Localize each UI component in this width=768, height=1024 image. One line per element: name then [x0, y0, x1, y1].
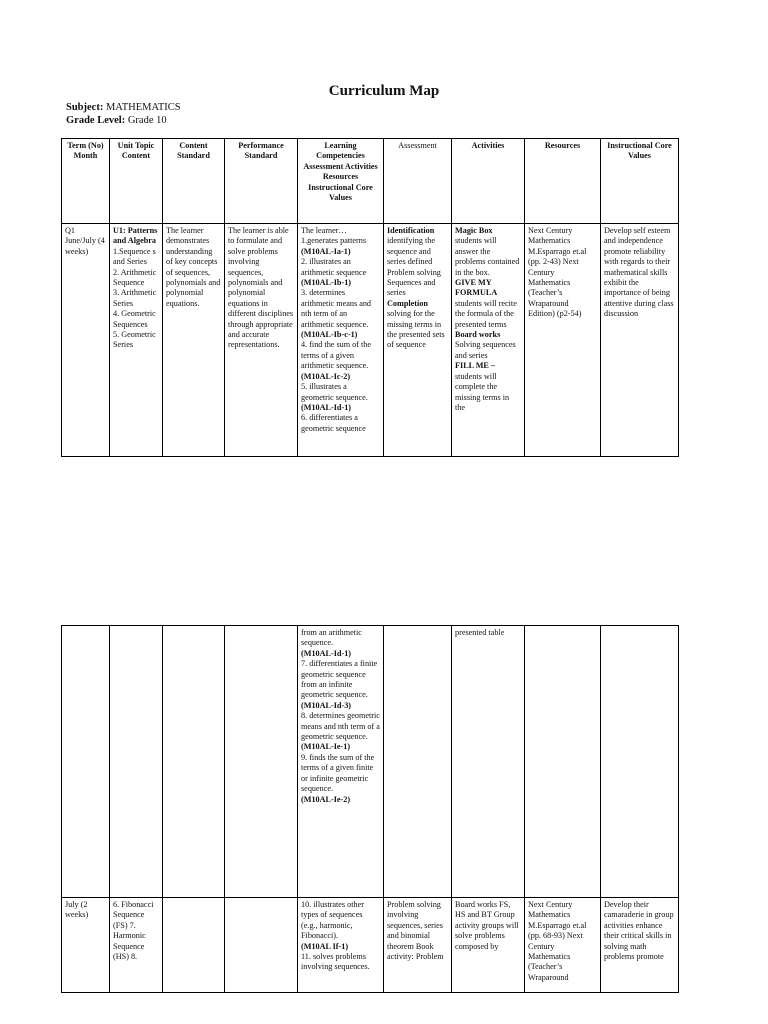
- cell-unit: [110, 626, 163, 898]
- header-learning-competencies: Learning Competencies Assessment Activities Resources Instructional Core Values: [298, 139, 384, 224]
- cell-content-standard: [163, 626, 225, 898]
- page-title: Curriculum Map: [328, 83, 440, 99]
- header-assessment: Assessment: [384, 139, 452, 224]
- text-line: The learner…: [301, 226, 347, 235]
- cell-performance-standard: [225, 898, 298, 993]
- cell-unit: [110, 224, 163, 457]
- code-label: (M10AL-Id-1): [301, 402, 352, 412]
- cell-resources: [525, 626, 601, 898]
- table-row: [62, 898, 679, 993]
- grade-label: Grade Level:: [66, 115, 126, 126]
- cell-unit: 6. Fibonacci Sequence (FS) 7. Harmonic Sequence (HS) 8.: [110, 898, 163, 993]
- cell-performance-standard: [225, 626, 298, 898]
- text-line: Solving sequences and series: [455, 340, 516, 360]
- code-label: Completion: [387, 298, 428, 308]
- header-performance-standard: Performance Standard: [225, 139, 298, 224]
- text-line: 10. illustrates other types of sequences (e.g., harmonic, Fibonacci).: [301, 900, 364, 941]
- cell-term: July (2 weeks): [62, 898, 110, 993]
- cell-resources: Next Century Mathematics M.Esparrago et.al (pp. 68-93) Next Century Mathematics (Teacher’s Wraparound: [525, 898, 601, 993]
- grade-line: [66, 114, 167, 127]
- text-line: identifying the sequence and series defined: [387, 236, 435, 267]
- cell-competencies: [298, 626, 384, 898]
- text-line: 7. differentiates a finite geometric sequence from an infinite geometric sequence.: [301, 659, 378, 700]
- code-label: (M10AL If-1): [301, 941, 349, 951]
- cell-assessment: Problem solving involving sequences, series and binomial theorem Book activity: Problem: [384, 898, 452, 993]
- cell-content-standard: [163, 898, 225, 993]
- table-row: [62, 626, 679, 898]
- cell-activities: Board works FS, HS and BT Group activity groups will solve problems composed by: [452, 898, 525, 993]
- unit-topic: 2. Arithmetic Sequence: [113, 267, 157, 288]
- cell-competencies: [298, 898, 384, 993]
- header-row: [62, 139, 679, 224]
- text-line: 3. determines arithmetic means and nth term of an arithmetic sequence.: [301, 288, 372, 329]
- cell-resources: Next Century Mathematics M.Esparrago et.al (pp. 2-43) Next Century Mathematics (Teacher’s Wraparound Edition) (p2-54): [525, 224, 601, 457]
- header-unit: Unit Topic Content: [110, 139, 163, 224]
- text-line: 9. finds the sum of the terms of a given finite or infinite geometric sequence.: [301, 752, 375, 794]
- code-label: FILL ME –: [455, 361, 496, 371]
- header-core-values: Instructional Core Values: [601, 139, 679, 224]
- code-label: (M10AL-Ib-c-1): [301, 330, 358, 340]
- code-label: (M10AL-Id-1): [301, 648, 352, 658]
- cell-core-values: Develop self esteem and independence promote reliability with regards to their mathematical skills exhibit the importance of being attentive during class discussion: [601, 224, 679, 457]
- cell-term: [62, 626, 110, 898]
- cell-assessment: [384, 224, 452, 457]
- cell-performance-standard: The learner is able to formulate and solve problems involving sequences, polynomials and polynomial equations in different disciplines through appropriate and accurate representations.: [225, 224, 298, 457]
- cell-activities: [452, 224, 525, 457]
- curriculum-table-page-1: [61, 138, 679, 457]
- curriculum-table-page-2: [61, 625, 679, 993]
- code-label: (M10AL-Ia-1): [301, 246, 351, 256]
- cell-assessment: [384, 626, 452, 898]
- cell-content-standard: The learner demonstrates understanding of key concepts of sequences, polynomials and polynomial equations.: [163, 224, 225, 457]
- code-label: Identification: [387, 226, 435, 235]
- cell-term: Q1 June/July (4 weeks): [62, 224, 110, 457]
- unit-topic: 3. Arithmetic Series: [113, 288, 157, 308]
- unit-title: U1: Patterns and Algebra: [113, 226, 158, 246]
- code-label: (M10AL-Ie-2): [301, 794, 351, 804]
- text-line: 4. find the sum of the terms of a given arithmetic sequence.: [301, 340, 372, 371]
- text-line: 2. illustrates an arithmetic sequence: [301, 257, 367, 277]
- unit-topics: [113, 247, 159, 351]
- unit-topic: 1.Sequence s and Series: [113, 246, 156, 267]
- code-label: (M10AL-Ic-2): [301, 371, 351, 381]
- header-term: Term (No) Month: [62, 139, 110, 224]
- code-label: (M10AL-Id-3): [301, 700, 352, 710]
- text-line: 1.generates patterns: [301, 236, 367, 246]
- header-activities: Activities: [452, 139, 525, 224]
- text-line: from an arithmetic sequence.: [301, 628, 362, 648]
- grade-value: Grade 10: [127, 115, 167, 126]
- text-line: 8. determines geometric means and nth term of a geometric sequence.: [301, 711, 380, 742]
- subject-value: MATHEMATICS: [105, 102, 181, 113]
- code-label: Board works: [455, 330, 501, 340]
- text-line: students will recite the formula of the presented terms: [455, 298, 517, 329]
- text-line: 11. solves problems involving sequences.: [301, 952, 370, 972]
- subject-label: Subject:: [66, 102, 104, 113]
- cell-core-values: [601, 626, 679, 898]
- cell-core-values: Develop their camaraderie in group activities enhance their critical skills in solving math problems promote: [601, 898, 679, 993]
- header-content-standard: Content Standard: [163, 139, 225, 224]
- text-line: students will answer the problems contained in the box.: [455, 236, 520, 277]
- text-line: students will complete the missing terms in the: [455, 371, 510, 412]
- code-label: (M10AL-Ib-1): [301, 278, 352, 288]
- code-label: (M10AL-Ie-1): [301, 742, 351, 752]
- table-row: [62, 224, 679, 457]
- code-label: GIVE MY FORMULA: [455, 278, 498, 298]
- cell-activities: presented table: [452, 626, 525, 898]
- unit-topic: 4. Geometric Sequences: [113, 309, 156, 329]
- text-line: Problem solving Sequences and series: [387, 267, 441, 298]
- header-resources: Resources: [525, 139, 601, 224]
- cell-competencies: [298, 224, 384, 457]
- code-label: Magic Box: [455, 226, 493, 235]
- text-line: 5. illustrates a geometric sequence.: [301, 382, 368, 402]
- unit-topic: 5. Geometric Series: [113, 330, 156, 350]
- text-line: solving for the missing terms in the presented sets of sequence: [387, 309, 445, 350]
- text-line: 6. differentiates a geometric sequence: [301, 413, 366, 433]
- subject-line: [66, 101, 181, 114]
